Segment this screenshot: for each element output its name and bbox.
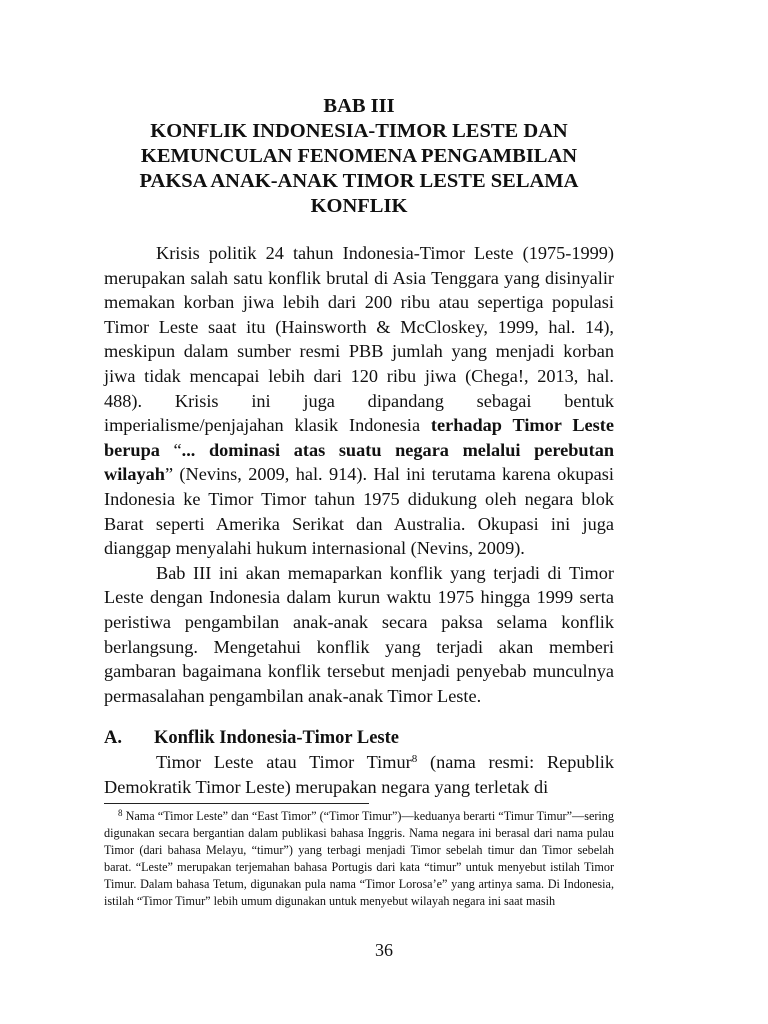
chapter-title-line-1: KONFLIK INDONESIA-TIMOR LESTE DAN bbox=[150, 120, 568, 142]
paragraph-2: Bab III ini akan memaparkan konflik yang terjadi di Timor Leste dengan Indonesia dalam kurun waktu 1975 hingga 1999 serta peristiwa pengambilan anak-anak secara paksa selama konflik berlangsung. Mengetahui konflik yang terjadi akan memberi gambaran bagaimana konflik tersebut menjadi penyebab munculnya permasalahan pengambilan anak-anak Timor Leste. bbox=[104, 562, 614, 706]
paragraph-1 bbox=[104, 241, 614, 561]
chapter-heading bbox=[104, 94, 614, 219]
body-text bbox=[104, 241, 614, 799]
paragraph-1-text-a: Krisis politik 24 tahun Indonesia-Timor Leste (1975-1999) merupakan salah satu konflik brutal di Asia Tenggara yang disinyalir memakan korban jiwa lebih dari 200 ribu atau sepertiga populasi Timor Leste saat itu (Hainsworth & McCloskey, 1999, hal. 14), meskipun dalam sumber resmi PBB jumlah yang menjadi korban jiwa tidak mencapai lebih dari 120 ribu jiwa (Chega!, 2013, hal. 488). Krisis ini juga dipandang sebagai bentuk imperialisme/penjajahan klasik Indonesia bbox=[104, 243, 614, 436]
chapter-title-line-3: PAKSA ANAK-ANAK TIMOR LESTE SELAMA bbox=[139, 170, 579, 192]
section-paragraph-1 bbox=[104, 750, 614, 799]
paragraph-1-quote: ... dominasi atas suatu negara melalui perebutan wilayah bbox=[104, 439, 614, 485]
footnote-reference[interactable]: 8 bbox=[411, 753, 418, 766]
chapter-title-line-2: KEMUNCULAN FENOMENA PENGAMBILAN bbox=[140, 145, 578, 167]
chapter-title-line-4: KONFLIK bbox=[310, 195, 408, 217]
footnote bbox=[104, 808, 614, 910]
paragraph-1-text-c: ” (Nevins, 2009, hal. 914). Hal ini terutama karena okupasi Indonesia ke Timor Timor tahun 1975 didukung oleh negara blok Barat seperti Amerika Serikat dan Australia. Okupasi ini juga dianggap menyalahi hukum internasional (Nevins, 2009). bbox=[104, 464, 614, 559]
section-letter: A. bbox=[104, 728, 122, 749]
section-paragraph-1-end: (nama resmi: Republik Demokratik Timor Leste) merupakan negara yang terletak di bbox=[104, 752, 614, 797]
chapter-label: BAB III bbox=[323, 95, 395, 117]
footnote-number: 8 bbox=[118, 808, 123, 818]
section-paragraph-1-start: Timor Leste atau Timor Timur bbox=[156, 752, 412, 773]
page-content bbox=[104, 94, 614, 799]
footnote-text: Nama “Timor Leste” dan “East Timor” (“Timor Timur”)—keduanya berarti “Timur Timur”—sering digunakan secara bergantian dalam publikasi bahasa Inggris. Nama negara ini berasal dari nama pulau Timor (dari bahasa Melayu, “timur”) yang terbagi menjadi Timor sebelah timur dan Timor sebelah barat. “Leste” merupakan terjemahan bahasa Portugis dari kata “timur” untuk menyebut istilah Timor Timur. Dalam bahasa Tetum, digunakan pula nama “Timor Lorosa’e” yang artinya sama. Di Indonesia, istilah “Timor Timur” lebih umum digunakan untuk menyebut wilayah negara ini saat masih bbox=[104, 809, 614, 908]
paragraph-1-text-b: “ bbox=[159, 439, 182, 460]
paragraph-1-bold-a: terhadap Timor Leste berupa bbox=[104, 415, 614, 460]
section-title: Konflik Indonesia-Timor Leste bbox=[154, 728, 399, 749]
section-heading bbox=[104, 726, 614, 750]
footnote-divider bbox=[104, 803, 369, 804]
page-number: 36 bbox=[375, 940, 393, 960]
